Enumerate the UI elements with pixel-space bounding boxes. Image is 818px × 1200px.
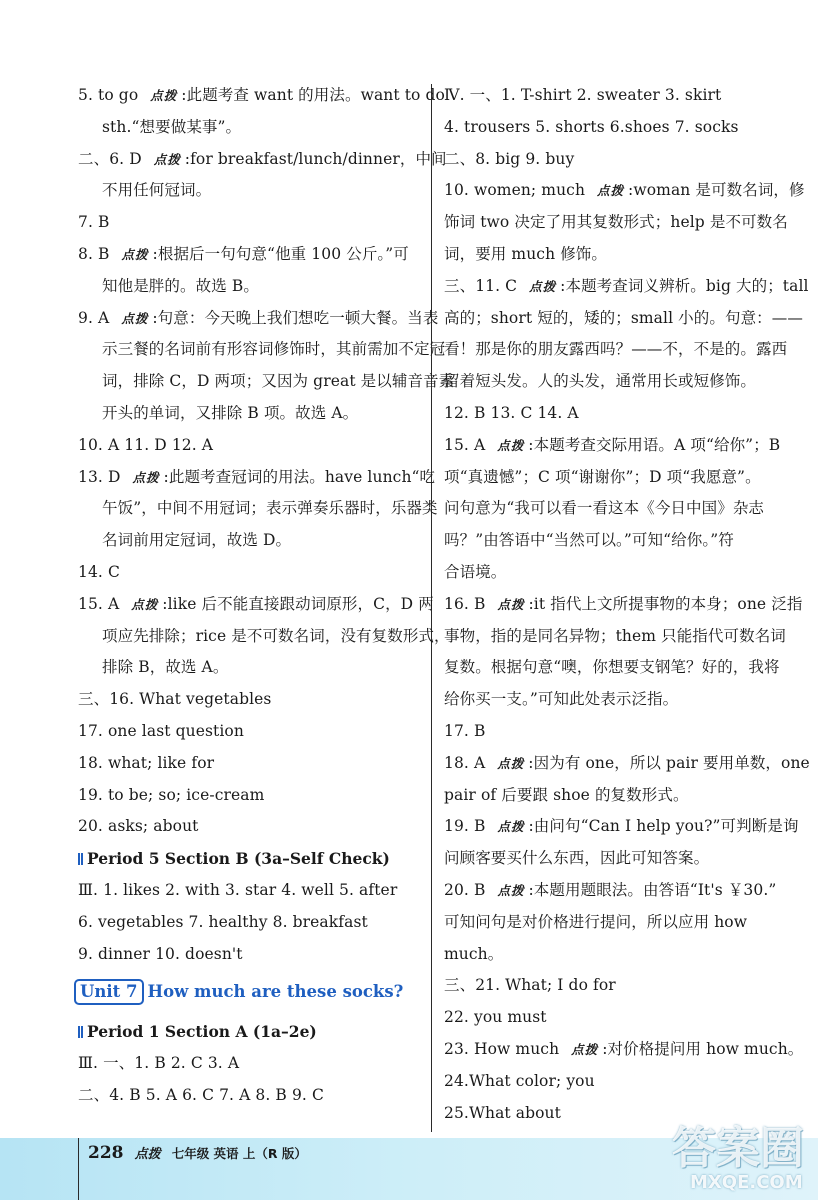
answer-line: 午饭”，中间不用冠词；表示弹奏乐器时，乐器类 <box>102 499 438 518</box>
answer-line: 项“真遗憾”；C 项“谢谢你”；D 项“我愿意”。 <box>444 467 761 486</box>
answer-line: 10. A 11. D 12. A <box>78 435 214 454</box>
answer-line: 开头的单词，又排除 B 项。故选 A。 <box>102 403 359 422</box>
double-bar-icon <box>78 853 83 865</box>
answer-line: 20. B 点拨 :本题用题眼法。由答语“It's ￥30.” <box>444 875 794 907</box>
answer-line: 25.What about <box>444 1103 561 1122</box>
answer-line: 10. women; much 点拨 :woman 是可数名词，修 <box>444 175 794 207</box>
dianbo-marker: 点拨 <box>497 437 525 453</box>
answer-line: 留着短头发。人的头发，通常用长或短修饰。 <box>444 372 757 391</box>
answer-line: 20. asks; about <box>78 817 199 836</box>
answer-line: 17. one last question <box>78 721 244 740</box>
dianbo-marker: 点拨 <box>497 882 525 898</box>
answer-line: 事物，指的是同名异物；them 只能指代可数名词 <box>444 626 786 645</box>
answer-line: 22. you must <box>444 1008 547 1027</box>
answer-line: 16. B 点拨 :it 指代上文所提事物的本身；one 泛指 <box>444 589 794 621</box>
footer-info <box>88 1143 307 1163</box>
answer-line: 15. A 点拨 :like 后不能直接跟动词原形，C，D 两 <box>78 589 418 621</box>
answer-line: 词，要用 much 修饰。 <box>444 244 607 263</box>
answer-line: 复数。根据句意“噢，你想要支钢笔？好的，我将 <box>444 658 780 677</box>
dianbo-marker: 点拨 <box>131 596 159 612</box>
page-number: 228 <box>88 1143 124 1163</box>
dianbo-marker: 点拨 <box>529 278 557 294</box>
answer-line: 4. trousers 5. shorts 6.shoes 7. socks <box>444 117 739 136</box>
answer-line: Ⅳ. 一、1. T-shirt 2. sweater 3. skirt <box>444 86 722 104</box>
right-column <box>444 80 810 1129</box>
answer-line: 12. B 13. C 14. A <box>444 403 579 422</box>
double-bar-icon <box>78 1026 83 1038</box>
answer-line: 吗？”由答语中“当然可以。”可知“给你。”符 <box>444 531 734 550</box>
answer-line: 饰词 two 决定了用其复数形式；help 是不可数名 <box>444 213 788 232</box>
answer-line: 合语境。 <box>444 562 507 581</box>
answer-line: 三、11. C 点拨 :本题考查词义辨析。big 大的；tall <box>444 271 794 303</box>
dianbo-marker: 点拨 <box>497 596 525 612</box>
unit-label: Unit 7 <box>74 979 144 1005</box>
answer-line: 18. A 点拨 :因为有 one，所以 pair 要用单数，one <box>444 748 794 780</box>
answer-line: 9. A 点拨 :句意：今天晚上我们想吃一顿大餐。当表 <box>78 303 418 335</box>
footer-rule <box>78 1138 79 1200</box>
answer-line: Ⅲ. 1. likes 2. with 3. star 4. well 5. after <box>78 880 398 899</box>
dianbo-marker: 点拨 <box>497 755 525 771</box>
watermark-url: MXQE.COM <box>690 1172 803 1193</box>
answer-line: 二、8. big 9. buy <box>444 149 575 168</box>
answer-line: 19. to be; so; ice-cream <box>78 785 265 804</box>
section-heading: Period 5 Section B (3a–Self Check) <box>78 843 418 875</box>
answer-line: 二、4. B 5. A 6. C 7. A 8. B 9. C <box>78 1085 324 1104</box>
answer-line: 6. vegetables 7. healthy 8. breakfast <box>78 912 368 931</box>
answer-line: 看！那是你的朋友露西吗？——不，不是的。露西 <box>444 340 788 359</box>
answer-line: 15. A 点拨 :本题考查交际用语。A 项“给你”；B <box>444 430 794 462</box>
dianbo-marker: 点拨 <box>150 88 178 103</box>
answer-line: 18. what; like for <box>78 753 215 772</box>
answer-line: 示三餐的名词前有形容词修饰时，其前需加不定冠 <box>102 340 446 359</box>
watermark-logo: 答案圈 <box>672 1123 804 1174</box>
dianbo-marker: 点拨 <box>571 1041 599 1057</box>
answer-line: 24.What color; you <box>444 1071 595 1090</box>
footer-book-title: 七年级 英语 上（R 版） <box>171 1146 307 1161</box>
answer-line: 23. How much 点拨 :对价格提问用 how much。 <box>444 1034 794 1066</box>
dianbo-marker: 点拨 <box>121 310 149 326</box>
answer-line: 17. B <box>444 721 486 740</box>
dianbo-marker: 点拨 <box>132 469 160 485</box>
answer-line: 19. B 点拨 :由问句“Can I help you?”可判断是询 <box>444 811 794 843</box>
dianbo-marker: 点拨 <box>153 151 181 167</box>
unit-heading <box>74 972 418 1012</box>
answer-line: pair of 后要跟 shoe 的复数形式。 <box>444 785 689 804</box>
answer-line: 给你买一支。”可知此处表示泛指。 <box>444 690 679 709</box>
answer-line: 7. B <box>78 213 110 232</box>
answer-line: 13. D 点拨 :此题考查冠词的用法。have lunch“吃 <box>78 462 418 494</box>
answer-line: 三、16. What vegetables <box>78 690 272 709</box>
answer-line: 不用任何冠词。 <box>102 181 212 200</box>
answer-line: 项应先排除；rice 是不可数名词，没有复数形式， <box>102 626 450 645</box>
answer-line: 高的；short 短的，矮的；small 小的。句意：—— <box>444 308 803 327</box>
answer-line: 5. to go 点拨 :此题考查 want 的用法。want to do <box>78 80 418 112</box>
dianbo-marker: 点拨 <box>497 819 525 835</box>
answer-line: Ⅲ. 一、1. B 2. C 3. A <box>78 1054 240 1073</box>
footer-brand: 点拨 <box>134 1147 161 1162</box>
answer-line: 8. B 点拨 :根据后一句句意“他重 100 公斤。”可 <box>78 239 418 271</box>
answer-line: 问句意为“我可以看一看这本《今日中国》杂志 <box>444 499 765 518</box>
dianbo-marker: 点拨 <box>121 246 149 262</box>
unit-title: How much are these socks? <box>147 982 404 1002</box>
left-column <box>78 80 455 1112</box>
answer-line: 14. C <box>78 562 120 581</box>
answer-line: 知他是胖的。故选 B。 <box>102 276 259 295</box>
answer-line: 排除 B，故选 A。 <box>102 658 229 677</box>
answer-line: 9. dinner 10. doesn't <box>78 944 243 963</box>
section-heading: Period 1 Section A (1a–2e) <box>78 1016 418 1048</box>
answer-line: 二、6. D 点拨 :for breakfast/lunch/dinner，中间 <box>78 144 418 176</box>
answer-line: 名词前用定冠词，故选 D。 <box>102 531 292 550</box>
answer-line: 词，排除 C，D 两项；又因为 great 是以辅音音素 <box>102 372 455 391</box>
answer-line: 问顾客要买什么东西，因此可知答案。 <box>444 849 710 868</box>
answer-line: 三、21. What; I do for <box>444 976 616 995</box>
dianbo-marker: 点拨 <box>597 183 625 199</box>
answer-line: 可知问句是对价格进行提问，所以应用 how <box>444 912 748 931</box>
answer-line: much。 <box>444 944 504 963</box>
answer-line: sth.“想要做某事”。 <box>102 117 242 136</box>
